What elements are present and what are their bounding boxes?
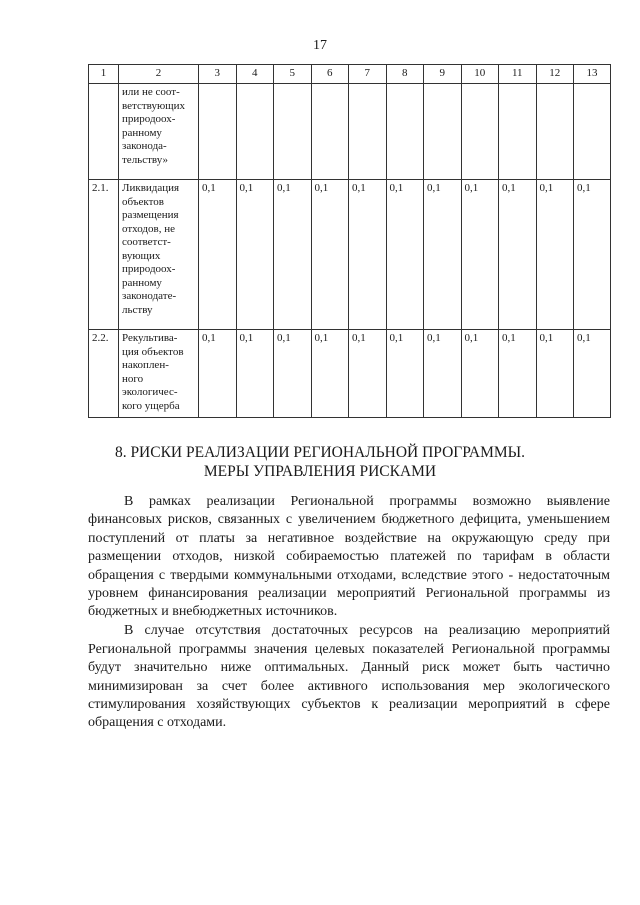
column-header: 6: [311, 65, 349, 84]
column-header: 9: [424, 65, 462, 84]
table-cell: 0,1: [311, 330, 349, 418]
table-cell: 0,1: [274, 180, 312, 330]
row-number: 2.1.: [89, 180, 119, 330]
table-header-row: [89, 65, 611, 84]
table-cell: [386, 84, 424, 180]
table-cell: [574, 84, 611, 180]
section-body: [88, 493, 610, 733]
table-cell: 0,1: [574, 330, 611, 418]
table-cell: 0,1: [461, 330, 499, 418]
table-cell: [349, 84, 387, 180]
table-cell: [199, 84, 237, 180]
page-number: 17: [313, 38, 327, 53]
table-cell: 0,1: [349, 180, 387, 330]
table-cell: 0,1: [574, 180, 611, 330]
table-cell: 0,1: [236, 330, 274, 418]
column-header: 2: [119, 65, 199, 84]
table-cell: 0,1: [199, 180, 237, 330]
table-cell: [236, 84, 274, 180]
table-cell: 0,1: [499, 330, 537, 418]
table-cell: [424, 84, 462, 180]
column-header: 4: [236, 65, 274, 84]
column-header: 3: [199, 65, 237, 84]
table-cell: 0,1: [349, 330, 387, 418]
paragraph: В рамках реализации Региональной программы возможно выявление финансовых рисков, связанных с увеличением бюджетного дефицита, уменьшением поступлений от платы за негативное воздействие на окружающую среду при размещении отходов, низкой собираемостью платежей по тарифам в области обращения с твердыми коммунальными отходами, вследствие этого - недостаточным уровнем финансирования реализации мероприятий Региональной программы из бюджетных и внебюджетных источников.: [88, 494, 610, 620]
paragraph: В случае отсутствия достаточных ресурсов на реализацию мероприятий Региональной программы значения целевых показателей Региональной программы будут значительно ниже оптимальных. Данный риск может быть частично минимизирован за счет более активного использования мер экологического стимулирования хозяйствующих субъектов к реализации мероприятий в сфере обращения с отходами.: [88, 623, 610, 731]
table-cell: [536, 84, 574, 180]
row-name: Ликвидация объектов размещения отходов, не соответст- вующих природоох- ранному законодате- льству: [119, 180, 199, 330]
column-header: 1: [89, 65, 119, 84]
table-cell: [311, 84, 349, 180]
table-cell: [274, 84, 312, 180]
table-cell: 0,1: [311, 180, 349, 330]
indicator-table: [88, 64, 611, 418]
table-row: [89, 84, 611, 180]
table-cell: 0,1: [386, 330, 424, 418]
table-cell: 0,1: [536, 330, 574, 418]
row-name: или не соот- ветствующих природоох- ранному законода- тельству»: [119, 84, 199, 180]
table-cell: 0,1: [199, 330, 237, 418]
column-header: 7: [349, 65, 387, 84]
table-cell: 0,1: [424, 180, 462, 330]
table-row: [89, 330, 611, 418]
column-header: 13: [574, 65, 611, 84]
column-header: 11: [499, 65, 537, 84]
row-name: Рекультива- ция объектов накоплен- ного экологичес- кого ущерба: [119, 330, 199, 418]
table-cell: 0,1: [274, 330, 312, 418]
section-title: 8. РИСКИ РЕАЛИЗАЦИИ РЕГИОНАЛЬНОЙ ПРОГРАММЫ. МЕРЫ УПРАВЛЕНИЯ РИСКАМИ: [114, 444, 526, 480]
column-header: 8: [386, 65, 424, 84]
column-header: 12: [536, 65, 574, 84]
table-cell: 0,1: [536, 180, 574, 330]
column-header: 10: [461, 65, 499, 84]
row-number: 2.2.: [89, 330, 119, 418]
table-row: [89, 180, 611, 330]
table-cell: [499, 84, 537, 180]
table-cell: 0,1: [461, 180, 499, 330]
table-cell: 0,1: [499, 180, 537, 330]
table-cell: 0,1: [386, 180, 424, 330]
column-header: 5: [274, 65, 312, 84]
table-cell: 0,1: [424, 330, 462, 418]
row-number: [89, 84, 119, 180]
table-cell: 0,1: [236, 180, 274, 330]
table-cell: [461, 84, 499, 180]
